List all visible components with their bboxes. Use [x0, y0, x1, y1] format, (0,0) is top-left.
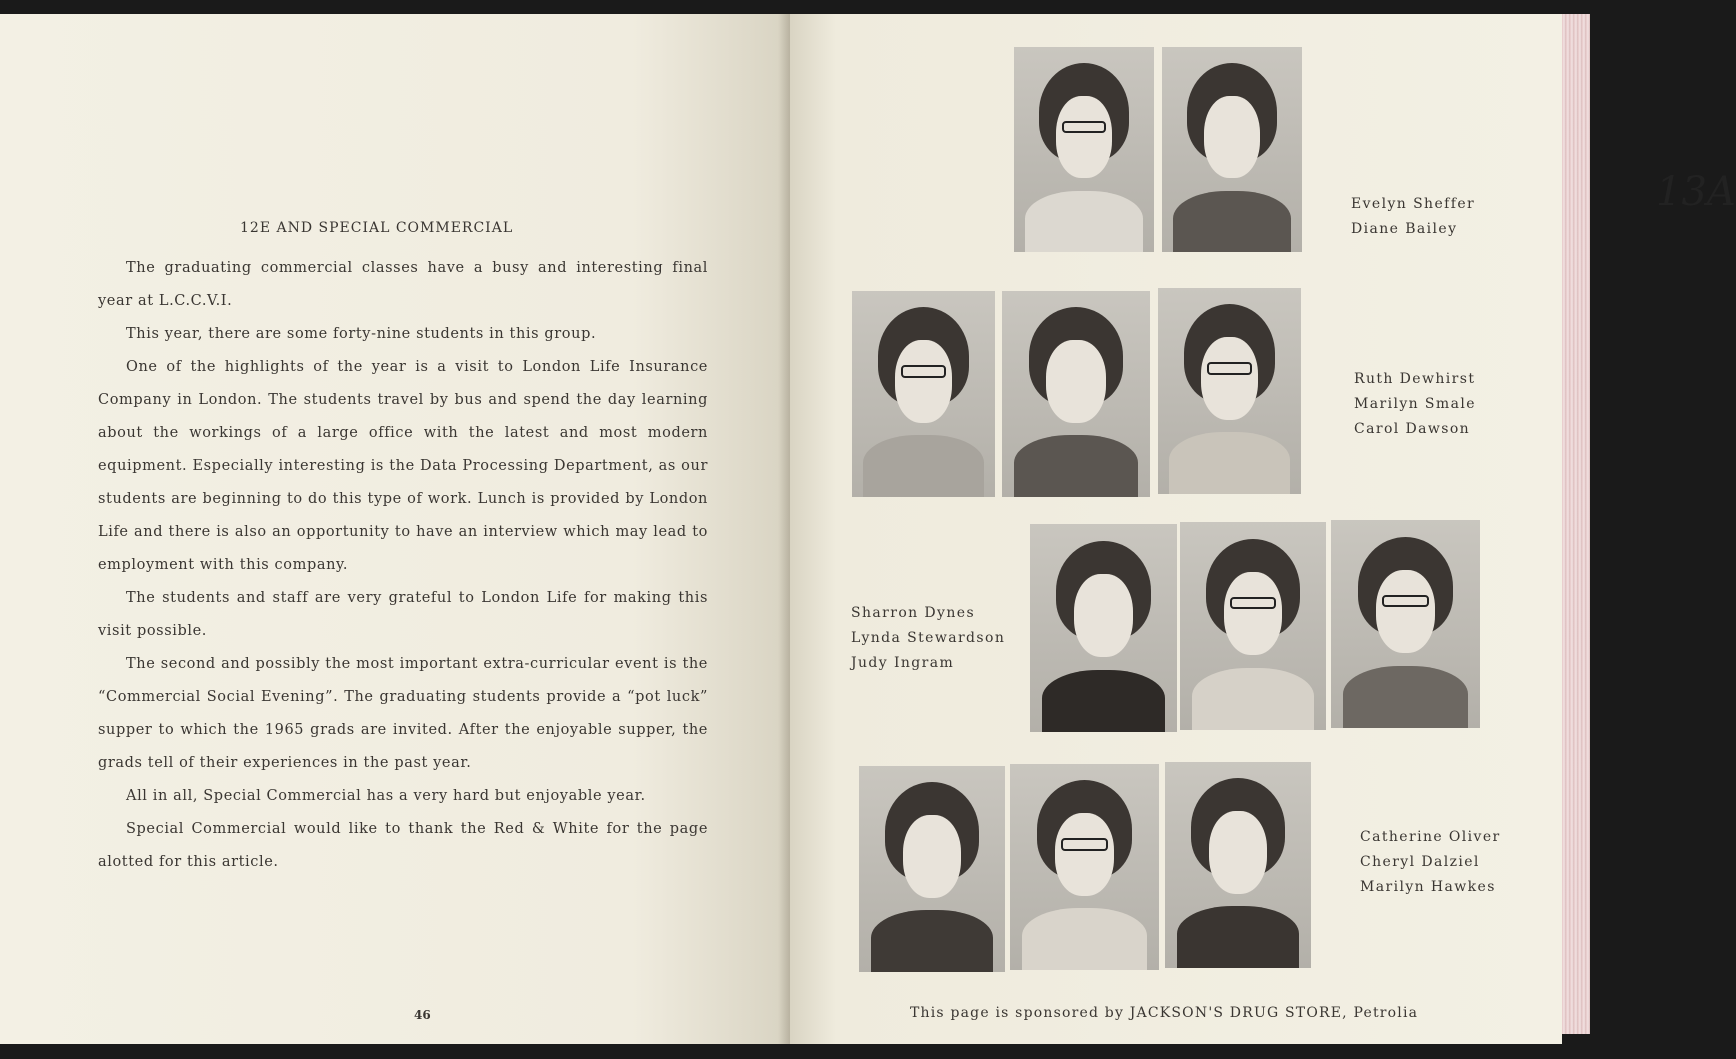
- page-number: 46: [414, 1008, 431, 1022]
- student-photo: [1030, 524, 1177, 732]
- student-name: Evelyn Sheffer: [1351, 196, 1476, 212]
- article-paragraph: This year, there are some forty-nine students in this group.: [126, 326, 597, 342]
- article-paragraph: One of the highlights of the year is a visit to London Life Insurance Company in London. The students travel by bus and spend the day learning about the workings of a large office with the latest and most modern equipment. Especially interesting is the Data Processing Department, as our students are beginning to do this type of work. Lunch is provided by London Life and there is also an opportunity to have an interview which may lead to employment with this company.: [98, 359, 708, 573]
- student-photo: [1165, 762, 1311, 968]
- student-name: Diane Bailey: [1351, 221, 1458, 237]
- student-name: Lynda Stewardson: [851, 630, 1006, 646]
- student-name: Catherine Oliver: [1360, 829, 1501, 845]
- student-photo: [859, 766, 1005, 972]
- student-name: Marilyn Smale: [1354, 396, 1476, 412]
- article-paragraph: Special Commercial would like to thank the Red & White for the page alotted for this article.: [98, 821, 708, 870]
- name-list-row-2: [1354, 367, 1476, 442]
- student-name: Sharron Dynes: [851, 605, 976, 621]
- page-edge: [1562, 14, 1590, 1034]
- name-list-row-4: [1360, 825, 1501, 900]
- sponsor-line: This page is sponsored by JACKSON'S DRUG STORE, Petrolia: [910, 1005, 1419, 1021]
- student-name: Marilyn Hawkes: [1360, 879, 1496, 895]
- name-list-row-3: [851, 601, 1005, 676]
- student-name: Ruth Dewhirst: [1354, 371, 1476, 387]
- name-list-row-1: [1351, 192, 1475, 242]
- student-photo: [1014, 47, 1154, 252]
- student-photo: [1158, 288, 1301, 494]
- student-photo: [1010, 764, 1159, 970]
- article-paragraph: The students and staff are very grateful to London Life for making this visit possible.: [98, 590, 708, 639]
- article-paragraph: The second and possibly the most important extra-curricular event is the “Commercial Social Evening”. The graduating students provide a “pot luck” supper to which the 1965 grads are invited. After the enjoyable supper, the grads tell of their experiences in the past year.: [98, 656, 708, 771]
- student-name: Carol Dawson: [1354, 421, 1471, 437]
- student-photo: [1002, 291, 1150, 497]
- student-photo: [1180, 522, 1326, 730]
- student-name: Cheryl Dalziel: [1360, 854, 1480, 870]
- class-heading: 13A: [1656, 169, 1736, 215]
- student-photo: [852, 291, 995, 497]
- article-title: 12E AND SPECIAL COMMERCIAL: [240, 220, 514, 236]
- yearbook-spread: [0, 14, 1736, 1054]
- student-photo: [1331, 520, 1480, 728]
- left-page: [0, 14, 790, 1044]
- article-paragraph: The graduating commercial classes have a busy and interesting final year at L.C.C.V.I.: [98, 260, 708, 309]
- article-body: [98, 252, 708, 879]
- article-paragraph: All in all, Special Commercial has a very hard but enjoyable year.: [126, 788, 646, 804]
- student-photo: [1162, 47, 1302, 252]
- student-name: Judy Ingram: [851, 655, 955, 671]
